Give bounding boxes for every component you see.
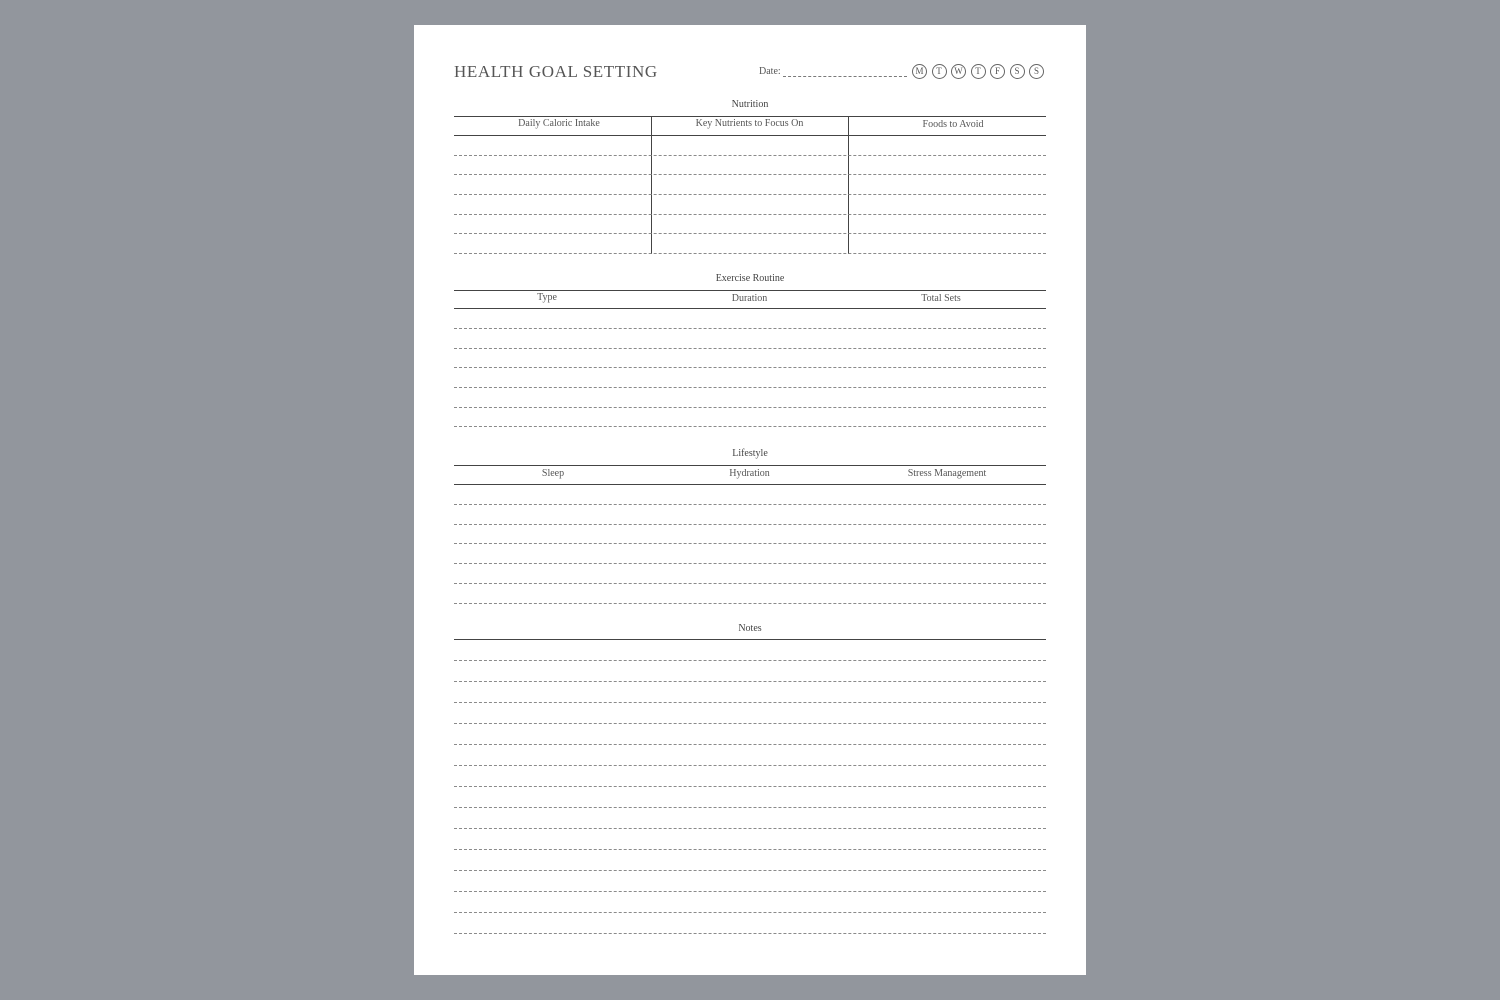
writing-line[interactable]	[454, 765, 1046, 766]
writing-line[interactable]	[454, 912, 1046, 913]
day-circle-thursday[interactable]: T	[971, 64, 986, 79]
writing-line[interactable]	[454, 681, 1046, 682]
date-input-line[interactable]	[783, 65, 907, 77]
day-circle-sunday[interactable]: S	[1029, 64, 1044, 79]
writing-line[interactable]	[454, 214, 1046, 215]
notes-title: Notes	[738, 623, 762, 634]
column-header-sleep: Sleep	[541, 468, 565, 479]
exercise-top-rule	[454, 290, 1046, 291]
writing-line[interactable]	[454, 387, 1046, 388]
writing-line[interactable]	[454, 233, 1046, 234]
writing-line[interactable]	[454, 807, 1046, 808]
page-title: HEALTH GOAL SETTING	[454, 62, 658, 81]
writing-line[interactable]	[454, 407, 1046, 408]
date-label: Date:	[759, 66, 781, 77]
planner-page	[414, 25, 1086, 975]
writing-line[interactable]	[454, 253, 1046, 254]
writing-line[interactable]	[454, 155, 1046, 156]
date-field	[759, 65, 907, 77]
lifestyle-title: Lifestyle	[732, 448, 768, 459]
writing-line[interactable]	[454, 194, 1046, 195]
column-header-hydration: Hydration	[729, 468, 770, 479]
writing-line[interactable]	[454, 583, 1046, 584]
writing-line[interactable]	[454, 348, 1046, 349]
exercise-header-rule	[454, 308, 1046, 309]
writing-line[interactable]	[454, 174, 1046, 175]
day-circle-monday[interactable]: M	[912, 64, 927, 79]
writing-line[interactable]	[454, 543, 1046, 544]
writing-line[interactable]	[454, 891, 1046, 892]
nutrition-top-rule	[454, 116, 1046, 117]
column-header-daily-caloric-intake: Daily Caloric Intake	[518, 118, 600, 129]
writing-line[interactable]	[454, 504, 1046, 505]
writing-line[interactable]	[454, 870, 1046, 871]
nutrition-header-rule	[454, 135, 1046, 136]
nutrition-section	[454, 99, 1046, 259]
writing-line[interactable]	[454, 786, 1046, 787]
column-header-stress-management: Stress Management	[907, 468, 987, 479]
writing-line[interactable]	[454, 524, 1046, 525]
writing-line[interactable]	[454, 367, 1046, 368]
writing-line[interactable]	[454, 563, 1046, 564]
column-header-total-sets: Total Sets	[921, 293, 961, 304]
day-circle-saturday[interactable]: S	[1010, 64, 1025, 79]
notes-section	[454, 623, 1046, 943]
notes-top-rule	[454, 639, 1046, 640]
day-circle-friday[interactable]: F	[990, 64, 1005, 79]
writing-line[interactable]	[454, 603, 1046, 604]
column-header-type: Type	[537, 292, 557, 303]
column-header-duration: Duration	[731, 293, 768, 304]
lifestyle-top-rule	[454, 465, 1046, 466]
column-header-foods-to-avoid: Foods to Avoid	[922, 119, 984, 130]
lifestyle-header-rule	[454, 484, 1046, 485]
column-header-key-nutrients: Key Nutrients to Focus On	[695, 118, 804, 129]
lifestyle-section	[454, 448, 1046, 608]
writing-line[interactable]	[454, 702, 1046, 703]
writing-line[interactable]	[454, 828, 1046, 829]
writing-line[interactable]	[454, 328, 1046, 329]
writing-line[interactable]	[454, 660, 1046, 661]
writing-line[interactable]	[454, 426, 1046, 427]
day-circle-tuesday[interactable]: T	[932, 64, 947, 79]
weekday-selector	[912, 64, 1044, 79]
nutrition-title: Nutrition	[731, 99, 769, 110]
writing-line[interactable]	[454, 744, 1046, 745]
writing-line[interactable]	[454, 849, 1046, 850]
writing-line[interactable]	[454, 723, 1046, 724]
day-circle-wednesday[interactable]: W	[951, 64, 966, 79]
writing-line[interactable]	[454, 933, 1046, 934]
exercise-section	[454, 273, 1046, 433]
exercise-title: Exercise Routine	[715, 273, 785, 284]
